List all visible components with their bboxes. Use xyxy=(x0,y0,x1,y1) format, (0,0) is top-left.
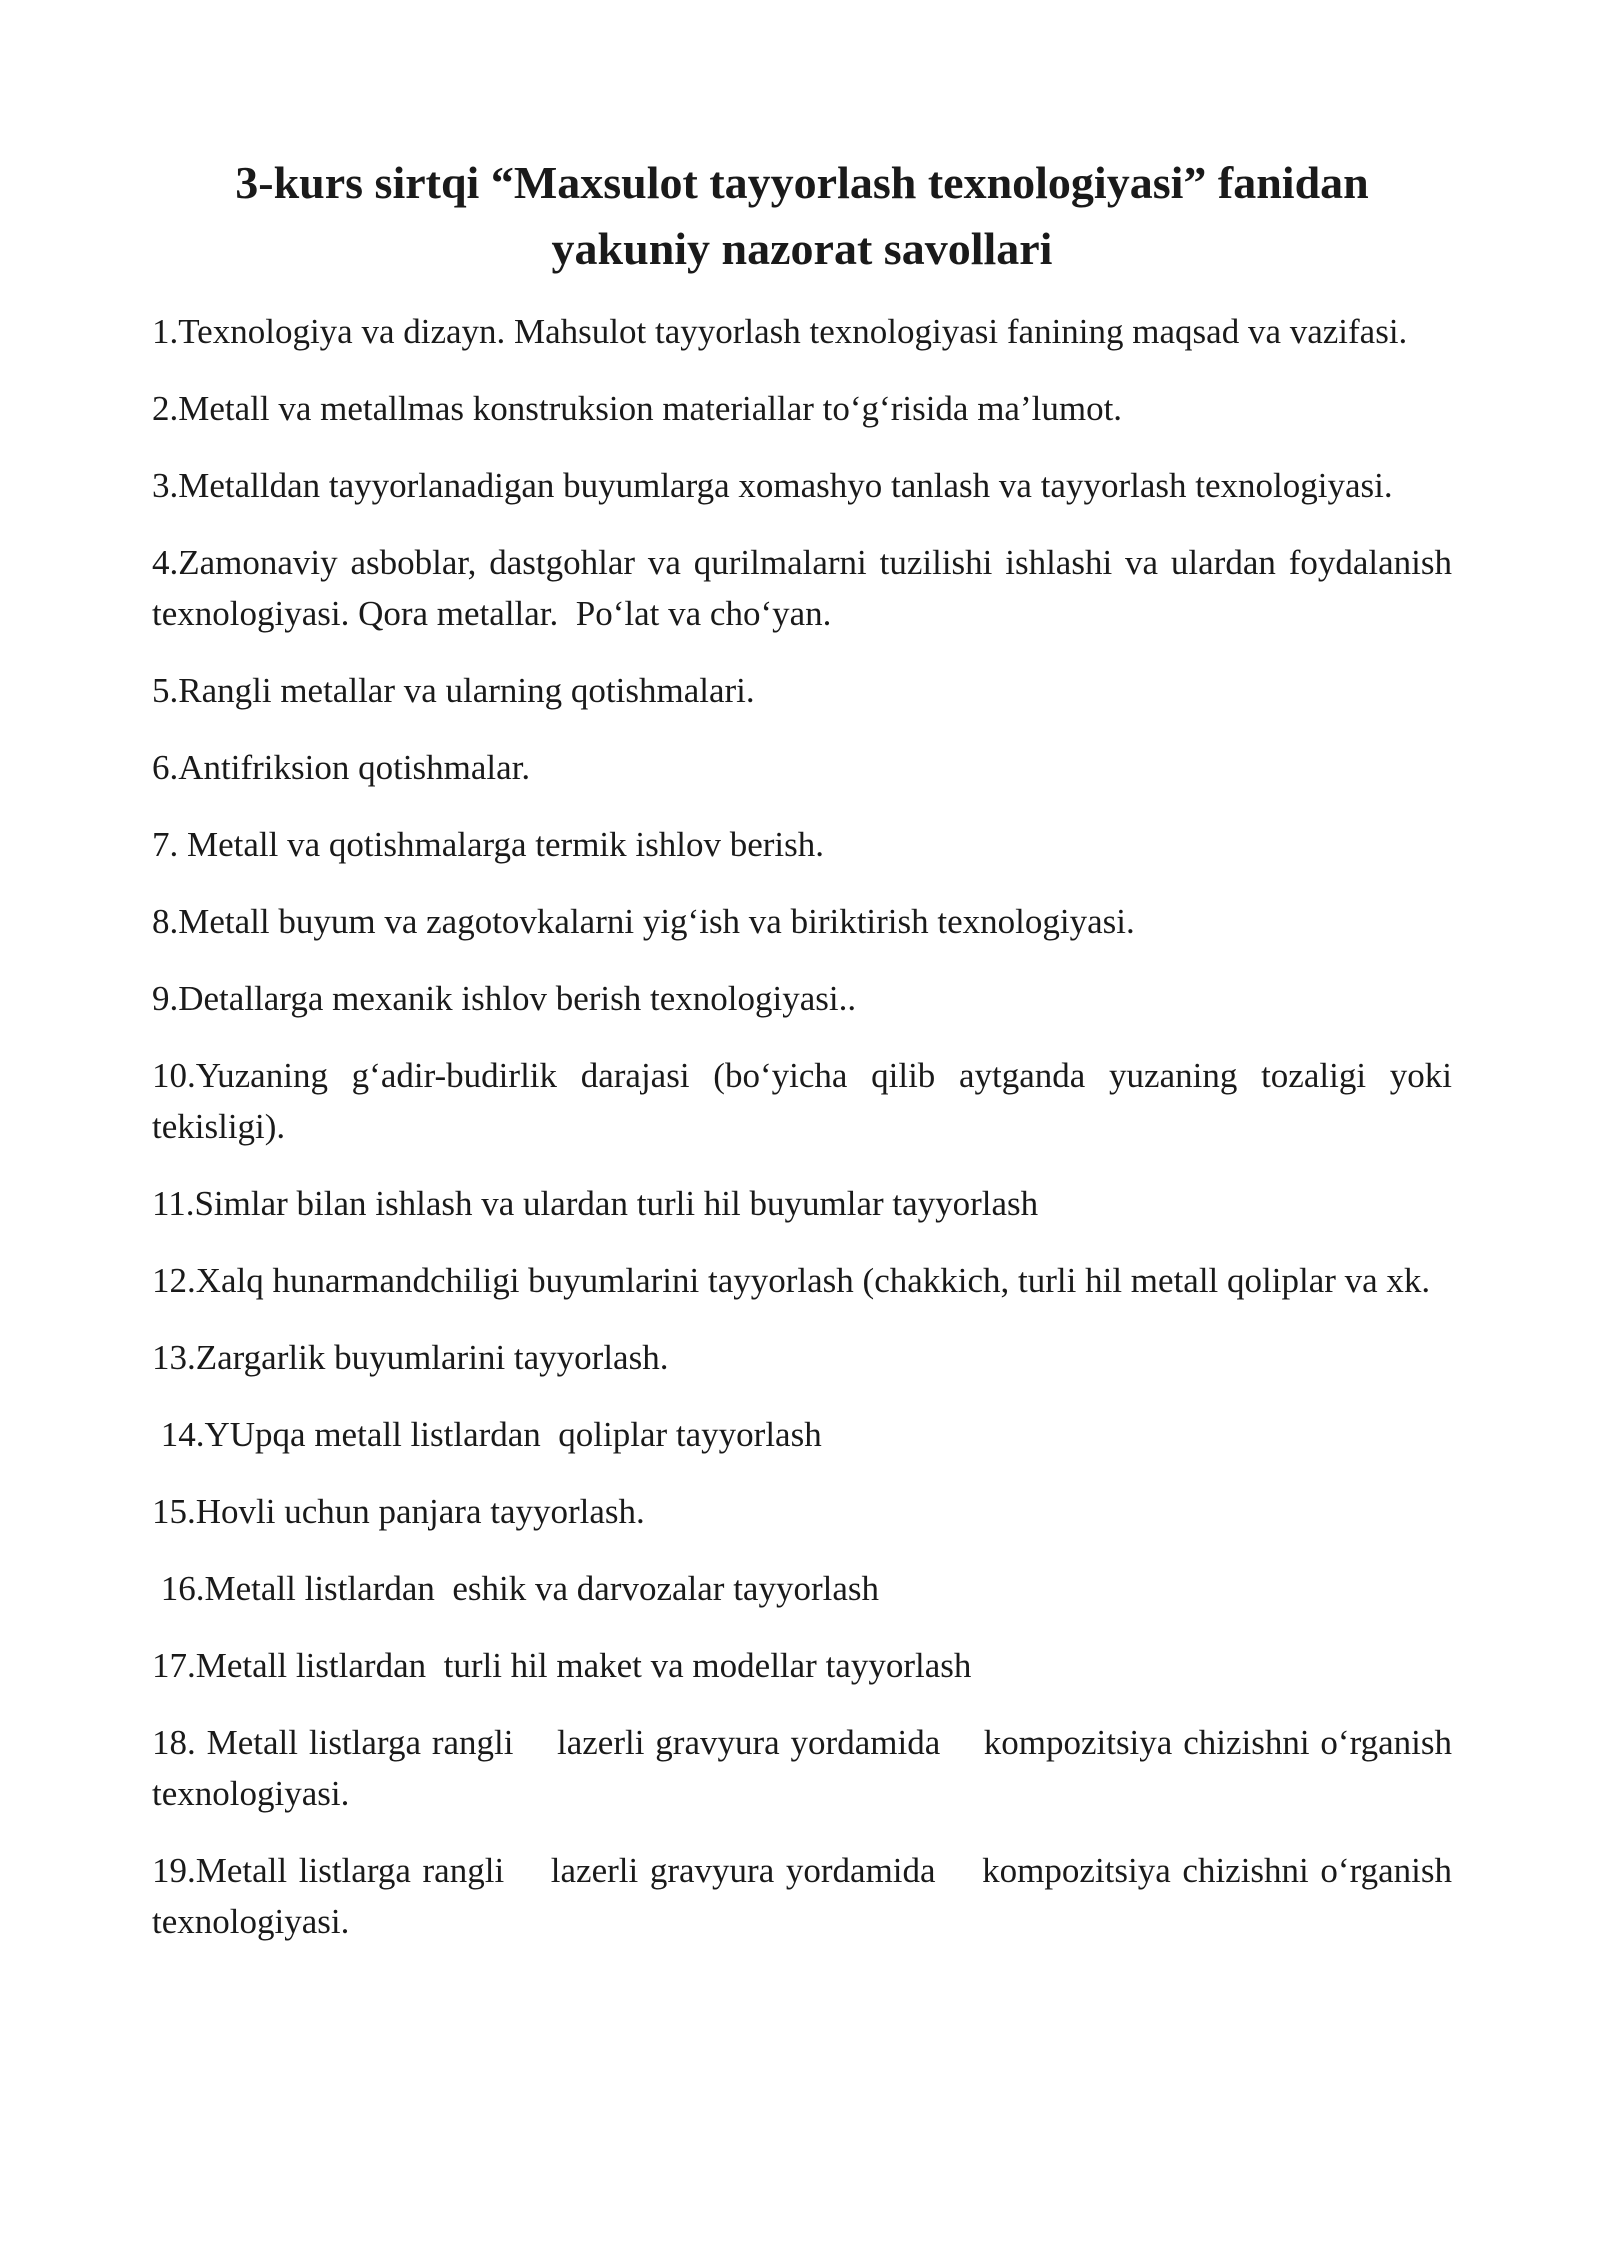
document-page xyxy=(152,150,1461,1973)
question-7: 7. Metall va qotishmalarga termik ishlov berish. xyxy=(152,825,825,864)
title-line-2: yakuniy nazorat savollari xyxy=(551,223,1053,274)
question-10: 10.Yuzaning g‘adir-budirlik darajasi (bo‘yicha qilib aytganda yuzaning tozaligi yoki tekisligi). xyxy=(152,1056,1461,1146)
question-19: 19.Metall listlarga rangli lazerli gravyura yordamida kompozitsiya chizishni o‘rganish texnologiyasi. xyxy=(152,1851,1461,1941)
question-6: 6.Antifriksion qotishmalar. xyxy=(152,748,531,787)
question-2: 2.Metall va metallmas konstruksion materiallar to‘g‘risida ma’lumot. xyxy=(152,389,1123,428)
question-16: 16.Metall listlardan eshik va darvozalar tayyorlash xyxy=(152,1569,879,1608)
question-1: 1.Texnologiya va dizayn. Mahsulot tayyorlash texnologiyasi fanining maqsad va vazifasi. xyxy=(152,312,1408,351)
question-13: 13.Zargarlik buyumlarini tayyorlash. xyxy=(152,1338,669,1377)
question-4: 4.Zamonaviy asboblar, dastgohlar va qurilmalarni tuzilishi ishlashi va ulardan foydalanish texnologiyasi. Qora metallar. Po‘lat va cho‘yan. xyxy=(152,543,1461,633)
question-5: 5.Rangli metallar va ularning qotishmalari. xyxy=(152,671,755,710)
title-line-1: 3-kurs sirtqi “Maxsulot tayyorlash texnologiyasi” fanidan xyxy=(235,157,1369,208)
question-11: 11.Simlar bilan ishlash va ulardan turli hil buyumlar tayyorlash xyxy=(152,1184,1039,1223)
question-15: 15.Hovli uchun panjara tayyorlash. xyxy=(152,1492,645,1531)
question-12: 12.Xalq hunarmandchiligi buyumlarini tayyorlash (chakkich, turli hil metall qoliplar va xk. xyxy=(152,1261,1431,1300)
document-title xyxy=(152,150,1452,282)
question-3: 3.Metalldan tayyorlanadigan buyumlarga xomashyo tanlash va tayyorlash texnologiyasi. xyxy=(152,466,1393,505)
question-14: 14.YUpqa metall listlardan qoliplar tayyorlash xyxy=(152,1415,822,1454)
question-9: 9.Detallarga mexanik ishlov berish texnologiyasi.. xyxy=(152,979,857,1018)
question-8: 8.Metall buyum va zagotovkalarni yig‘ish va biriktirish texnologiyasi. xyxy=(152,902,1135,941)
question-17: 17.Metall listlardan turli hil maket va modellar tayyorlash xyxy=(152,1646,972,1685)
question-18: 18. Metall listlarga rangli lazerli gravyura yordamida kompozitsiya chizishni o‘rganish texnologiyasi. xyxy=(152,1723,1461,1813)
question-list xyxy=(152,306,1461,1947)
